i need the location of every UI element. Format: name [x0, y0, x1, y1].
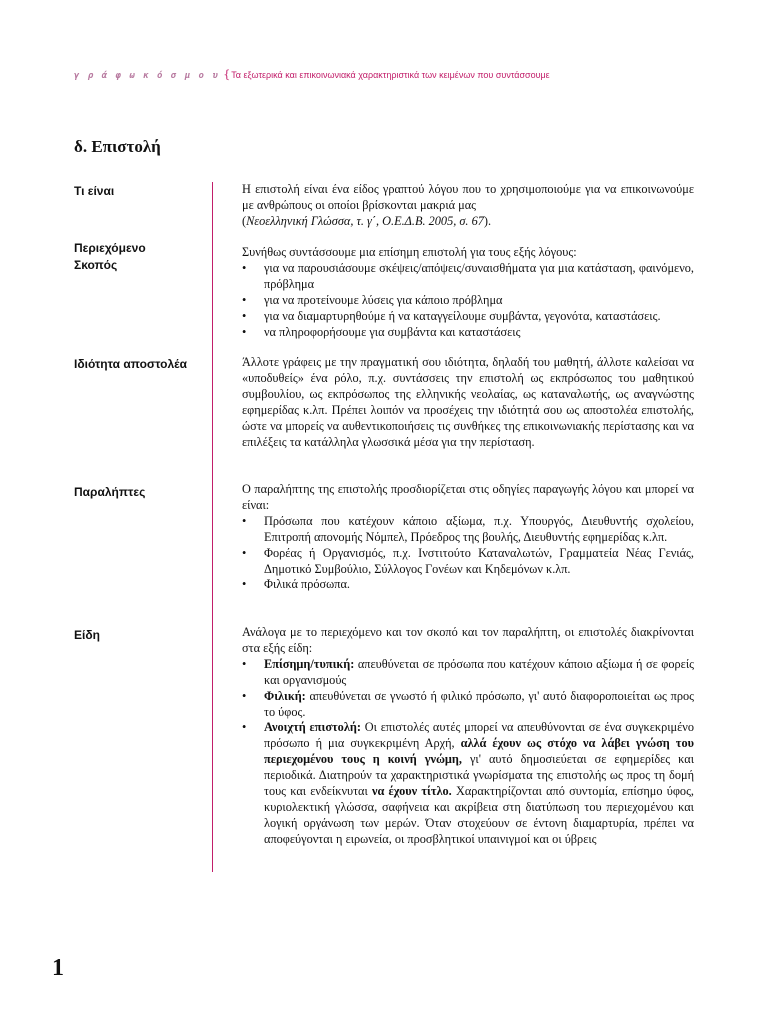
label-eidi: Είδη — [74, 628, 100, 642]
list-item: • να πληροφορήσουμε για συμβάντα και καταστάσεις — [264, 325, 694, 341]
label-periexomeno — [74, 240, 204, 274]
paraliptes-intro: Ο παραλήπτης της επιστολής προσδιορίζεται στις οδηγίες παραγωγής λόγου και μπορεί να είναι: — [242, 482, 694, 512]
list-item — [264, 689, 694, 721]
list-item: • Φιλικά πρόσωπα. — [264, 577, 694, 593]
type-description: γι' αυτό δημοσιεύεται σε εφημερίδες και περιοδικά. Διατηρούν τα χαρακτηριστικά γνωρίσματα της επιστολής ως προς τη δομή τους και ενδείκνυται — [264, 752, 695, 799]
periexomeno-intro: Συνήθως συντάσσουμε μια επίσημη επιστολή για τους εξής λόγους: — [242, 245, 577, 259]
running-header — [74, 68, 550, 81]
citation-open: ( — [242, 213, 247, 228]
list-item — [264, 720, 694, 847]
list-item: • Πρόσωπα που κατέχουν κάποιο αξίωμα, π.χ. Υπουργός, Διευθυντής σχολείου, Επιτροπή απονομής Νόμπελ, Πρόεδρος της βουλής, Διευθυντής εφημερίδας κ.λπ. — [264, 514, 694, 546]
citation-close: ). — [483, 213, 492, 228]
type-description: Οι επιστολές αυτές μπορεί να απευθύνονται σε ένα συγκεκριμένο πρόσωπο ή μια συγκεκριμένη Αρχή, — [264, 720, 694, 751]
header-brand: γ ρ ά φ ω κ ό σ μ ο υ — [74, 71, 220, 81]
label-ti-einai: Τι είναι — [74, 184, 115, 198]
content-ti-einai — [242, 182, 694, 230]
label-periexomeno-line1: Περιεχόμενο — [74, 241, 146, 255]
emphasis: αλλά έχουν ως στόχο να λάβει γνώση του περιεχομένου τους η κοινή γνώμη, — [264, 736, 694, 767]
header-separator: { — [223, 68, 231, 81]
type-description: απευθύνεται σε πρόσωπα που κατέχουν κάποιο αξίωμα ή σε φορείς και οργανισμούς — [264, 656, 694, 687]
label-periexomeno-line2: Σκοπός — [74, 258, 118, 272]
type-term: Φιλική: — [264, 688, 306, 703]
recipients-list — [242, 514, 694, 594]
content-paraliptes — [242, 482, 694, 593]
content-eidi — [242, 625, 694, 848]
list-item: • για να παρουσιάσουμε σκέψεις/απόψεις/συναισθήματα για μια κατάσταση, φαινόμενο, πρόβλημα — [264, 261, 694, 293]
page-number: 1 — [52, 955, 64, 981]
citation: Νεοελληνική Γλώσσα, τ. γ΄, Ο.Ε.Δ.Β. 2005, σ. 67 — [246, 213, 484, 228]
type-description: Χαρακτηρίζονται από συντομία, επίσημο ύφος, κυριολεκτική γλώσσα, σαφήνεια και ακρίβεια στη διατύπωση του περιεχομένου και λογική οργάνωση των μερών. Όταν στοχεύουν σε έντονη διαμαρτυρία, πρέπει να αποφεύγονται η ειρωνεία, οι προσβλητικοί υπαινιγμοί και οι ύβρεις — [264, 784, 695, 846]
page-title: δ. Επιστολή — [74, 137, 161, 156]
type-term: Ανοιχτή επιστολή: — [264, 720, 361, 735]
column-divider — [212, 182, 213, 872]
type-term: Επίσημη/τυπική: — [264, 656, 355, 671]
types-list — [242, 657, 694, 848]
label-idiotita: Ιδιότητα αποστολέα — [74, 357, 187, 371]
type-description: απευθύνεται σε γνωστό ή φιλικό πρόσωπο, γι' αυτό διαφοροποιείται ως προς το ύφος. — [264, 688, 694, 719]
emphasis: να έχουν τίτλο. — [372, 784, 452, 799]
idiotita-text: Άλλοτε γράφεις με την πραγματική σου ιδιότητα, δηλαδή του μαθητή, άλλοτε καλείσαι να «υποδυθείς» ένα ρόλο, π.χ. συντάσσεις την επιστολή ως εκπρόσωπος του μαθητικού συμβουλίου, ως εκπρόσωπος της ελληνικής νεολαίας, ως καταναλωτής, ως αναγνώστης εφημερίδας κ.λπ. Πρέπει λοιπόν να προσέχεις την ιδιότητά σου ως αποστολέα επιστολής, ώστε να μπορείς να αυθεντικοποιήσεις τις συνθήκες της επικοινωνιακής περίστασης και να επιλέξεις τα κατάλληλα γλωσσικά μέσα για την περίσταση. — [242, 355, 694, 449]
list-item — [264, 657, 694, 689]
content-periexomeno — [242, 245, 694, 340]
ti-einai-text: Η επιστολή είναι ένα είδος γραπτού λόγου που το χρησιμοποιούμε για να επικοινωνούμε με ανθρώπους οι οποίοι βρίσκονται μακριά μας — [242, 182, 694, 212]
list-item: • για να διαμαρτυρηθούμε ή να καταγγείλουμε συμβάντα, γεγονότα, καταστάσεις. — [264, 309, 694, 325]
label-paraliptes: Παραλήπτες — [74, 485, 146, 499]
purpose-list — [242, 261, 694, 341]
header-subtitle: Τα εξωτερικά και επικοινωνιακά χαρακτηριστικά των κειμένων που συντάσσουμε — [231, 70, 550, 80]
list-item: • Φορέας ή Οργανισμός, π.χ. Ινστιτούτο Καταναλωτών, Γραμματεία Νέας Γενιάς, Δημοτικό Συμβούλιο, Σύλλογος Γονέων και Κηδεμόνων κ.λπ. — [264, 546, 694, 578]
list-item: • για να προτείνουμε λύσεις για κάποιο πρόβλημα — [264, 293, 694, 309]
content-idiotita — [242, 355, 694, 450]
eidi-intro: Ανάλογα με το περιεχόμενο και τον σκοπό και τον παραλήπτη, οι επιστολές διακρίνονται στα εξής είδη: — [242, 625, 694, 655]
